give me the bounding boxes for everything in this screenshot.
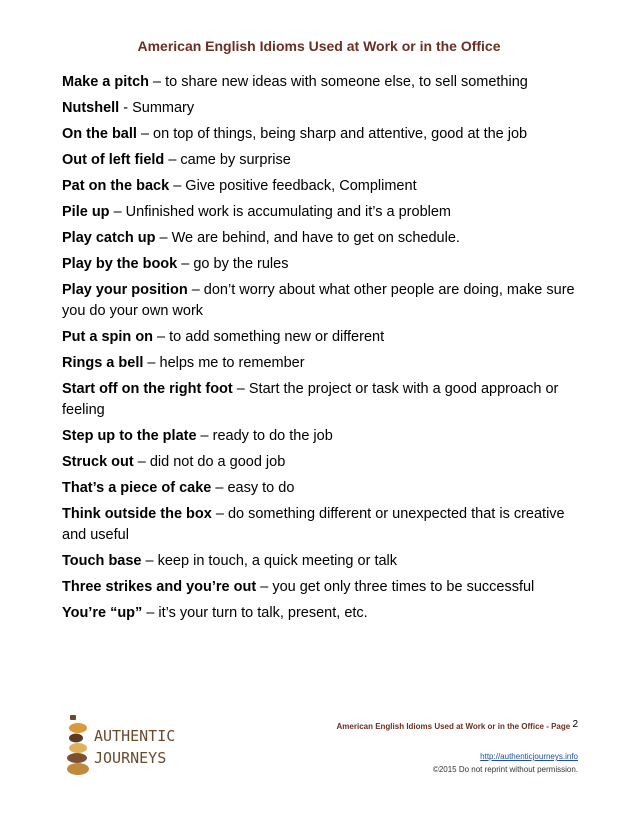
- idiom-item: [62, 603, 582, 624]
- idiom-definition: – ready to do the job: [196, 428, 333, 444]
- idiom-definition: – to share new ideas with someone else, to sell something: [149, 74, 528, 90]
- idiom-item: [62, 150, 582, 171]
- idiom-item: [62, 98, 582, 119]
- idiom-list: [62, 72, 582, 629]
- idiom-definition: – helps me to remember: [143, 355, 305, 371]
- idiom-definition: – you get only three times to be successful: [256, 579, 535, 595]
- idiom-term: Rings a bell: [62, 355, 144, 371]
- idiom-definition: – do something different or unexpected that is creative and useful: [62, 506, 565, 543]
- idiom-definition: – Start the project or task with a good approach or feeling: [62, 381, 559, 418]
- idiom-term: Think outside the box: [62, 506, 212, 522]
- idiom-term: Out of left field: [62, 152, 165, 168]
- idiom-item: [62, 327, 582, 348]
- idiom-definition: – Unfinished work is accumulating and it’s a problem: [109, 204, 452, 220]
- idiom-definition: – go by the rules: [177, 256, 289, 272]
- idiom-term: Pat on the back: [62, 178, 170, 194]
- idiom-definition: - Summary: [119, 100, 195, 116]
- idiom-item: [62, 176, 582, 197]
- page-title: American English Idioms Used at Work or in the Office: [137, 38, 501, 54]
- idiom-term: That’s a piece of cake: [62, 480, 212, 496]
- footer-page-text: American English Idioms Used at Work or in the Office - Page: [336, 722, 571, 731]
- idiom-item: [62, 452, 582, 473]
- idiom-definition: – keep in touch, a quick meeting or talk: [141, 553, 398, 569]
- idiom-definition: – We are behind, and have to get on schedule.: [155, 230, 460, 246]
- idiom-item: [62, 124, 582, 145]
- idiom-term: You’re “up”: [62, 605, 143, 621]
- idiom-item: [62, 72, 582, 93]
- idiom-item: [62, 254, 582, 275]
- logo-line-1: AUTHENTIC: [94, 727, 176, 745]
- idiom-item: [62, 228, 582, 249]
- idiom-term: Make a pitch: [62, 74, 150, 90]
- stacked-stones-icon: [67, 715, 89, 775]
- idiom-term: Step up to the plate: [62, 428, 197, 444]
- idiom-term: Play catch up: [62, 230, 156, 246]
- idiom-term: Play by the book: [62, 256, 178, 272]
- footer-page-label: [337, 719, 578, 731]
- footer-copyright: ©2015 Do not reprint without permission.: [432, 765, 578, 774]
- idiom-term: Three strikes and you’re out: [62, 579, 257, 595]
- idiom-definition: – came by surprise: [164, 152, 291, 168]
- idiom-item: [62, 551, 582, 572]
- idiom-item: [62, 577, 582, 598]
- idiom-item: [62, 504, 582, 546]
- idiom-item: [62, 353, 582, 374]
- idiom-term: Touch base: [62, 553, 142, 569]
- idiom-term: Pile up: [62, 204, 110, 220]
- idiom-item: [62, 379, 582, 421]
- idiom-term: Play your position: [62, 282, 188, 298]
- authentic-journeys-logo: [66, 714, 186, 778]
- idiom-definition: – did not do a good job: [133, 454, 286, 470]
- idiom-term: Start off on the right foot: [62, 381, 233, 397]
- idiom-item: [62, 426, 582, 447]
- idiom-term: Struck out: [62, 454, 134, 470]
- idiom-definition: – Give positive feedback, Compliment: [169, 178, 417, 194]
- idiom-term: Nutshell: [62, 100, 120, 116]
- idiom-definition: – it’s your turn to talk, present, etc.: [142, 605, 368, 621]
- idiom-item: [62, 478, 582, 499]
- idiom-definition: – to add something new or different: [153, 329, 385, 345]
- idiom-term: Put a spin on: [62, 329, 154, 345]
- idiom-item: [62, 280, 582, 322]
- idiom-item: [62, 202, 582, 223]
- idiom-definition: – on top of things, being sharp and attentive, good at the job: [136, 126, 528, 142]
- page-number: 2: [572, 719, 578, 730]
- idiom-definition: – don’t worry about what other people are doing, make sure you do your own work: [62, 282, 575, 319]
- idiom-term: On the ball: [62, 126, 137, 142]
- footer-url-link[interactable]: http://authenticjourneys.info: [480, 752, 578, 761]
- logo-line-2: JOURNEYS: [94, 749, 167, 767]
- idiom-definition: – easy to do: [211, 480, 295, 496]
